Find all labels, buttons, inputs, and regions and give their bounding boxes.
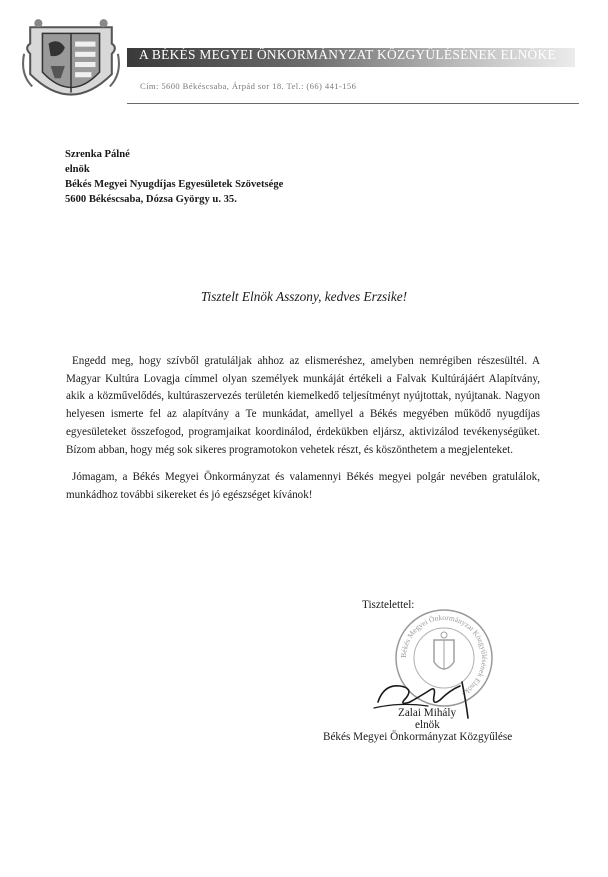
recipient-name: Szrenka Pálné xyxy=(65,149,130,160)
header-divider xyxy=(127,103,579,104)
letterhead-address: Cím: 5600 Békéscsaba, Árpád sor 18. Tel.: (66) 441-156 xyxy=(140,81,357,91)
salutation: Tisztelt Elnök Asszony, kedves Erzsike! xyxy=(200,289,408,304)
signer-name: Zalai Mihály xyxy=(398,707,457,719)
letterhead-title: A BÉKÉS MEGYEI ÖNKORMÁNYZAT KÖZGYŰLÉSÉNEK ELNÖKE xyxy=(139,47,556,62)
coat-of-arms-icon xyxy=(20,13,122,115)
recipient-organization: Békés Megyei Nyugdíjas Egyesületek Szövetsége xyxy=(65,179,284,190)
letter-body xyxy=(66,353,540,515)
body-paragraph: Jómagam, a Békés Megyei Önkormányzat és valamennyi Békés megyei polgár nevében gratulálok, munkádhoz további sikereket és jó egészséget kívánok! xyxy=(66,471,540,501)
letterhead-banner xyxy=(127,44,575,70)
closing-greeting: Tisztelettel: xyxy=(362,599,415,611)
body-paragraph: Engedd meg, hogy szívből gratuláljak ahhoz az elismeréshez, amelyben nemrégiben részesültél. A Magyar Kultúra Lovagja címmel olyan személyek munkáját értékeli a Falvak Kultúrájáért Alapítvány, akik a közművelődés, kultúraszervezés területén kiemelkedő teljesítményt nyújtottak, nyújtanak. Nagyon helyesen ismerte fel az alapítvány a Te munkádat, amellyel a Békés megyében működő nyugdíjas egyesületeket összefogod, programjaikat koordinálod, érdekükben eljársz, aktivizálod tevékenységüket. Bízom abban, hogy még sok sikeres programotokon vehetek részt, és köszönthetem a megjelenteket. xyxy=(66,355,540,456)
signer-organization: Békés Megyei Önkormányzat Közgyűlése xyxy=(323,731,513,743)
recipient-block xyxy=(65,147,283,207)
recipient-role: elnök xyxy=(65,164,90,175)
stamp-text: Békés Megyei Önkormányzat Közgyűlésének Elnöke xyxy=(398,612,490,699)
signer-title: elnök xyxy=(415,719,440,731)
recipient-address: 5600 Békéscsaba, Dózsa György u. 35. xyxy=(65,194,237,205)
